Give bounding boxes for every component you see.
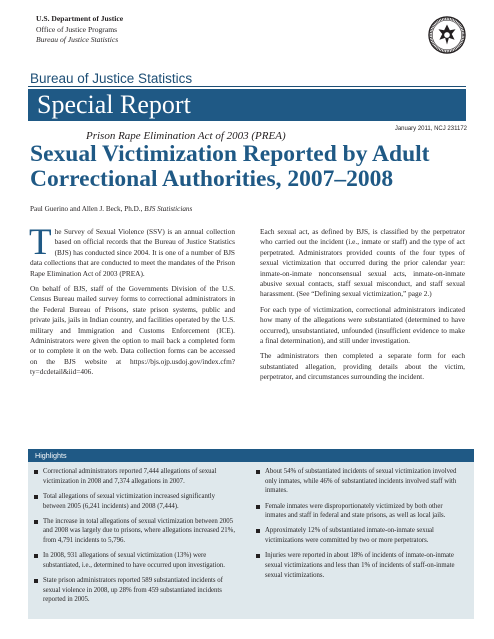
- divider: [28, 86, 466, 87]
- body-column-right: [260, 227, 465, 388]
- report-title: Sexual Victimization Reported by Adult Correctional Authorities, 2007–2008: [30, 141, 430, 192]
- author-names: Paul Guerino and Allen J. Beck, Ph.D.,: [30, 205, 143, 213]
- body-column-left: [29, 222, 235, 383]
- drop-cap: T: [29, 222, 52, 263]
- highlights-header: [28, 449, 474, 462]
- author-role: BJS Statisticians: [144, 205, 193, 213]
- office-name: Office of Justice Programs: [36, 24, 118, 34]
- paragraph: Each sexual act, as defined by BJS, is classified by the perpetrator who carried out the incident (i.e., inmate or staff) and the type of act perpetrated. Administrators provided counts of the four types of sexual victimization that occurred during the prior calendar year: inmate-on-inmate nonconsensual sexual acts, inmate-on-inmate abusive sexual contacts, staff sexual misconduct, and staff sexual harassment. (See “Defining sexual victimization,” page 2.): [260, 227, 465, 299]
- highlight-item: The increase in total allegations of sexual victimization between 2005 and 2008 was largely due to prisons, where allegations increased 21%, from 4,791 incidents to 5,796.: [34, 517, 236, 546]
- bureau-name-small: Bureau of Justice Statistics: [36, 35, 119, 44]
- highlight-item: Injuries were reported in about 18% of incidents of inmate-on-inmate sexual victimizations and less than 1% of incidents of staff-on-inmate sexual victimizations.: [256, 551, 458, 580]
- paragraph: For each type of victimization, correctional administrators indicated how many of the allegations were substantiated (determined to have occurred), unsubstantiated, unfounded (insufficient evidence to make a final determination), and still under investigation.: [260, 304, 465, 346]
- highlights-box: [28, 449, 474, 619]
- paragraph: [29, 222, 235, 279]
- doj-seal-icon: [428, 16, 466, 54]
- highlight-item: Approximately 12% of substantiated inmate-on-inmate sexual victimizations were committed by two or more perpetrators.: [256, 526, 458, 545]
- publication-date: January 2011, NCJ 231172: [394, 126, 467, 132]
- highlight-item: Total allegations of sexual victimization increased significantly between 2005 (6,241 incidents) and 2008 (7,444).: [34, 492, 236, 511]
- agency-header: [36, 14, 123, 46]
- highlight-item: Correctional administrators reported 7,444 allegations of sexual victimization in 2008 and 7,374 allegations in 2007.: [34, 467, 236, 486]
- report-banner: [28, 89, 466, 121]
- department-name: U.S. Department of Justice: [36, 14, 124, 23]
- paragraph-text: he Survey of Sexual Violence (SSV) is an annual collection based on official records that the Bureau of Justice Statistics (BJS) has conducted since 2004. It is one of a number of BJS data collections that are conducted to meet the mandates of the Prison Rape Elimination Act of 2003 (PREA).: [30, 227, 235, 278]
- paragraph: The administrators then completed a separate form for each substantiated allegation, providing details about the victim, perpetrator, and circumstances surrounding the incident.: [260, 351, 465, 382]
- highlights-list-right: [256, 467, 458, 586]
- authors: [30, 205, 192, 213]
- highlight-item: In 2008, 931 allegations of sexual victimization (13%) were substantiated, i.e., determined to have occurred upon investigation.: [34, 551, 236, 570]
- highlight-item: State prison administrators reported 589 substantiated incidents of sexual violence in 2008, up 28% from 459 substantiated incidents reported in 2005.: [34, 576, 236, 605]
- highlight-item: About 54% of substantiated incidents of sexual victimization involved only inmates, while 46% of substantiated incidents involved staff with inmates.: [256, 467, 458, 496]
- highlights-list-left: [34, 467, 236, 610]
- highlights-title: Highlights: [35, 451, 67, 460]
- report-type: Special Report: [37, 90, 191, 119]
- act-name: Prison Rape Elimination Act of 2003 (PREA): [86, 130, 286, 142]
- paragraph: On behalf of BJS, staff of the Governments Division of the U.S. Census Bureau mailed survey forms to correctional administrators in the Federal Bureau of Prisons, state prison systems, public and private jails, jails in Indian country, and facilities operated by the U.S. military and Immigration and Customs Enforcement (ICE). Administrators were given the option to mail back a completed form or to complete it on the web. Data collection forms can be accessed on the BJS website at https://bjs.ojp.usdoj.gov/index.cfm?ty=dcdetail&iid=406.: [30, 284, 235, 377]
- highlight-item: Female inmates were disproportionately victimized by both other inmates and staff in federal and state prisons, as well as local jails.: [256, 502, 458, 521]
- bureau-title: Bureau of Justice Statistics: [30, 71, 193, 86]
